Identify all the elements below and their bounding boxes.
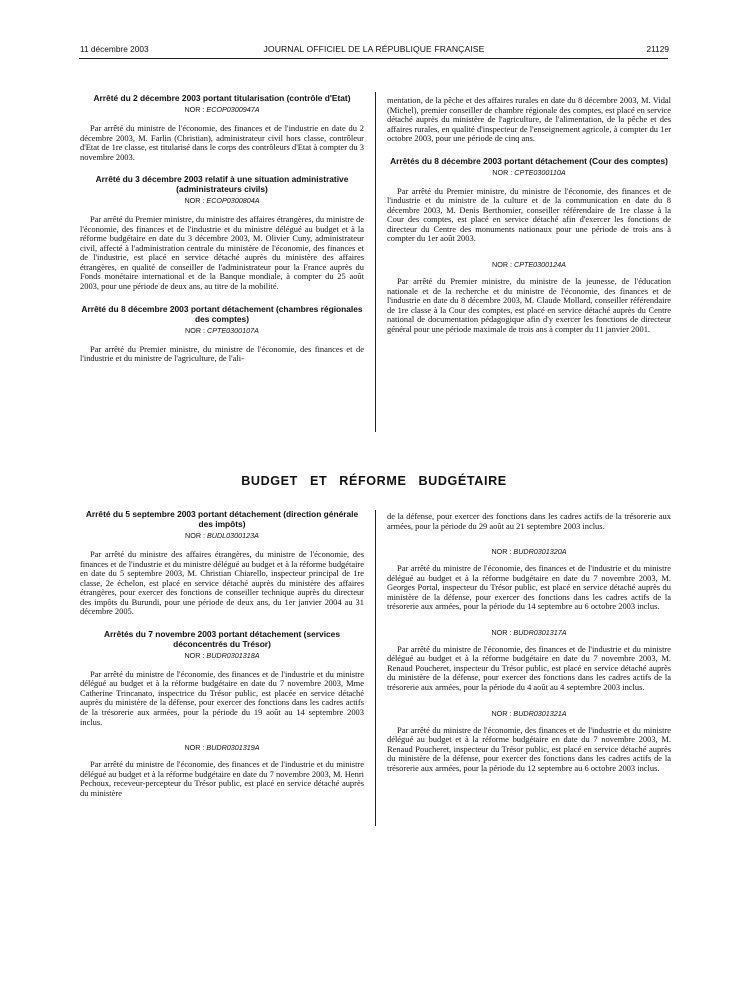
continued-text: de la défense, pour exercer des fonctions dans les cadres actifs de la trésorerie aux armées, pour la période du 29 août au 21 septembre 2003 inclus.	[387, 511, 671, 531]
article-title: Arrêté du 5 septembre 2003 portant détachement (direction générale des impôts)	[85, 509, 359, 529]
bottom-right-column	[387, 512, 671, 773]
nor-reference: NOR : BUDR0301321A	[491, 708, 567, 718]
article-text: Par arrêté du ministre de l'économie, des finances et de l'industrie et du ministre délégué au budget et à la réforme budgétaire en date du 7 novembre 2003, M. Renaud Poucheret, inspecteur du Trésor public, est placé en service détaché auprès du ministère de la défense, pour exercer des fonctions dans les cadres actifs de la trésorerie aux armées, pour la période du 12 septembre au 6 octobre 2003 inclus.	[387, 724, 671, 773]
nor-reference: NOR : CPTE0300124A	[492, 260, 566, 270]
section-title: BUDGET ET RÉFORME BUDGÉTAIRE	[241, 474, 507, 488]
issue-date: 11 décembre 2003	[80, 44, 149, 54]
journal-title: JOURNAL OFFICIEL DE LA RÉPUBLIQUE FRANÇAISE	[263, 44, 485, 54]
article-text: Par arrêté du ministre de l'économie, des finances et de l'industrie et du ministre délégué au budget et à la réforme budgétaire en date du 7 novembre 2003, M. Henri Pechoux, receveur-percepteur du Trésor public, est placé en service détaché auprès du ministère	[80, 759, 364, 798]
article-title: Arrêtés du 7 novembre 2003 portant détachement (services déconcentrés du Trésor)	[104, 628, 340, 649]
article-title: Arrêté du 3 décembre 2003 relatif à une situation administrative (administrateurs civils)	[95, 174, 349, 195]
nor-reference: NOR : BUDR0301318A	[184, 650, 260, 660]
article-title: Arrêté du 8 décembre 2003 portant détachement (chambres régionales des comptes)	[81, 303, 363, 324]
article-text: Par arrêté du Premier ministre, du ministre de la jeunesse, de l'éducation nationale et de la recherche et du ministre de l'économie, des finances et de l'industrie en date du 8 décembre 2003, M. Claude Mollard, conseiller référendaire de 1re classe à la Cour des comptes, est placé en service détaché auprès du Centre national de documentation pédagogique afin d'y exercer les fonctions de directeur général pour une période maximale de trois ans à compter du 11 janvier 2001.	[387, 276, 671, 334]
article-text: Par arrêté du ministre de l'économie, des finances et de l'industrie et du ministre délégué au budget et à la réforme budgétaire en date du 7 novembre 2003, Mme Catherine Trincanato, inspectrice du Trésor public, est placée en service détaché auprès du ministère de la défense, pour exercer des fonctions dans les cadres actifs de la trésorerie aux armées, pour la période du 19 août au 14 septembre 2003 inclus.	[80, 668, 364, 727]
nor-reference: NOR : CPTE0300110A	[492, 167, 566, 177]
nor-reference: NOR : BUDR0301319A	[184, 743, 260, 753]
column-divider	[375, 92, 376, 432]
bottom-left-column	[80, 509, 364, 798]
nor-reference: NOR : BUDL0300123A	[185, 531, 259, 540]
column-divider	[375, 510, 376, 826]
continued-text: mentation, de la pêche et des affaires rurales en date du 8 décembre 2003, M. Vidal (Michel), premier conseiller de chambre régionale des comptes, est placé en service détaché auprès du ministère de l'agriculture, de l'alimentation, de la pêche et des affaires rurales, en qualité d'inspecteur de l'enseignement agricole, à compter du 1er octobre 2003, pour une période de cinq ans.	[387, 95, 671, 144]
article-title: Arrêtés du 8 décembre 2003 portant détachement (Cour des comptes)	[390, 155, 668, 166]
article-text: Par arrêté du ministre des affaires étrangères, du ministre de l'économie, des finances et de l'industrie et du ministre délégué au budget et à la réforme budgétaire en date du 5 septembre 2003, M. Christian Chiarello, inspecteur principal de 1re classe, 2e échelon, est placé en service détaché auprès du ministère des affaires étrangères, pour exercer des fonctions de conseiller technique auprès du directeur des impôts du Burundi, pour une période de deux ans, du 1er janvier 2004 au 31 décembre 2005.	[80, 549, 364, 617]
nor-reference: NOR : BUDR0301320A	[491, 547, 567, 557]
article-text: Par arrêté du Premier ministre, du ministre de l'économie, des finances et de l'industrie et du ministre de la culture et de la communication en date du 8 décembre 2003, M. Denis Berthomier, conseiller référendaire de 1re classe à la Cour des comptes, est placé en service détaché afin d'exercer les fonctions de directeur du Centre des monuments nationaux pour une période de trois ans à compter du 1er août 2003.	[387, 185, 671, 244]
article-text: Par arrêté du ministre de l'économie, des finances et de l'industrie et du ministre délégué au budget et à la réforme budgétaire en date du 7 novembre 2003, M. Renaud Poucheret, inspecteur du Trésor public, est placé en service détaché auprès du ministère de la défense, pour exercer des fonctions dans les cadres actifs de la trésorerie aux armées, pour la période du 4 août au 4 septembre 2003 inclus.	[387, 643, 671, 693]
nor-reference: NOR : ECOP0300947A	[184, 105, 260, 114]
article-text: Par arrêté du ministre de l'économie, des finances et de l'industrie en date du 2 décembre 2003, M. Farlin (Christian), administrateur civil hors classe, contrôleur d'Etat de 1re classe, est titularisé dans le corps des contrôleurs d'Etat à compter du 3 novembre 2003.	[80, 123, 364, 162]
article-text: Par arrêté du ministre de l'économie, des finances et de l'industrie et du ministre délégué au budget et à la réforme budgétaire en date du 7 novembre 2003, M. Georges Portal, inspecteur du Trésor public, est placé en service détaché auprès du ministère de la défense, pour exercer des fonctions dans les cadres actifs de la trésorerie aux armées, pour la période du 14 septembre au 6 octobre 2003 inclus.	[387, 563, 671, 612]
nor-reference: NOR : ECOP0300804A	[184, 196, 260, 206]
article-text: Par arrêté du Premier ministre, du ministre de l'économie, des finances et de l'industrie et du ministre de l'agriculture, de l'ali-	[80, 343, 364, 364]
article-title: Arrêté du 2 décembre 2003 portant titularisation (contrôle d'Etat)	[93, 93, 351, 103]
header-rule	[79, 58, 668, 59]
top-left-column	[80, 93, 364, 364]
page-number: 21129	[646, 44, 669, 54]
nor-reference: NOR : CPTE0300107A	[185, 325, 259, 335]
nor-reference: NOR : BUDR0301317A	[491, 627, 567, 637]
top-right-column	[387, 96, 671, 334]
article-text: Par arrêté du Premier ministre, du ministre des affaires étrangères, du ministre de l'économie, des finances et de l'industrie et du ministre délégué au budget et à la réforme budgétaire en date du 3 décembre 2003, M. Olivier Cuny, administrateur civil, affecté à l'administration centrale du ministère de l'économie, des finances et de l'industrie, est placé en service détaché auprès du ministère des affaires étrangères, en qualité de conseiller de l'administrateur pour la France auprès du Fonds monétaire international et de la Banque mondiale, à compter du 25 août 2003, pour une période de deux ans, au titre de la mobilité.	[80, 214, 364, 292]
